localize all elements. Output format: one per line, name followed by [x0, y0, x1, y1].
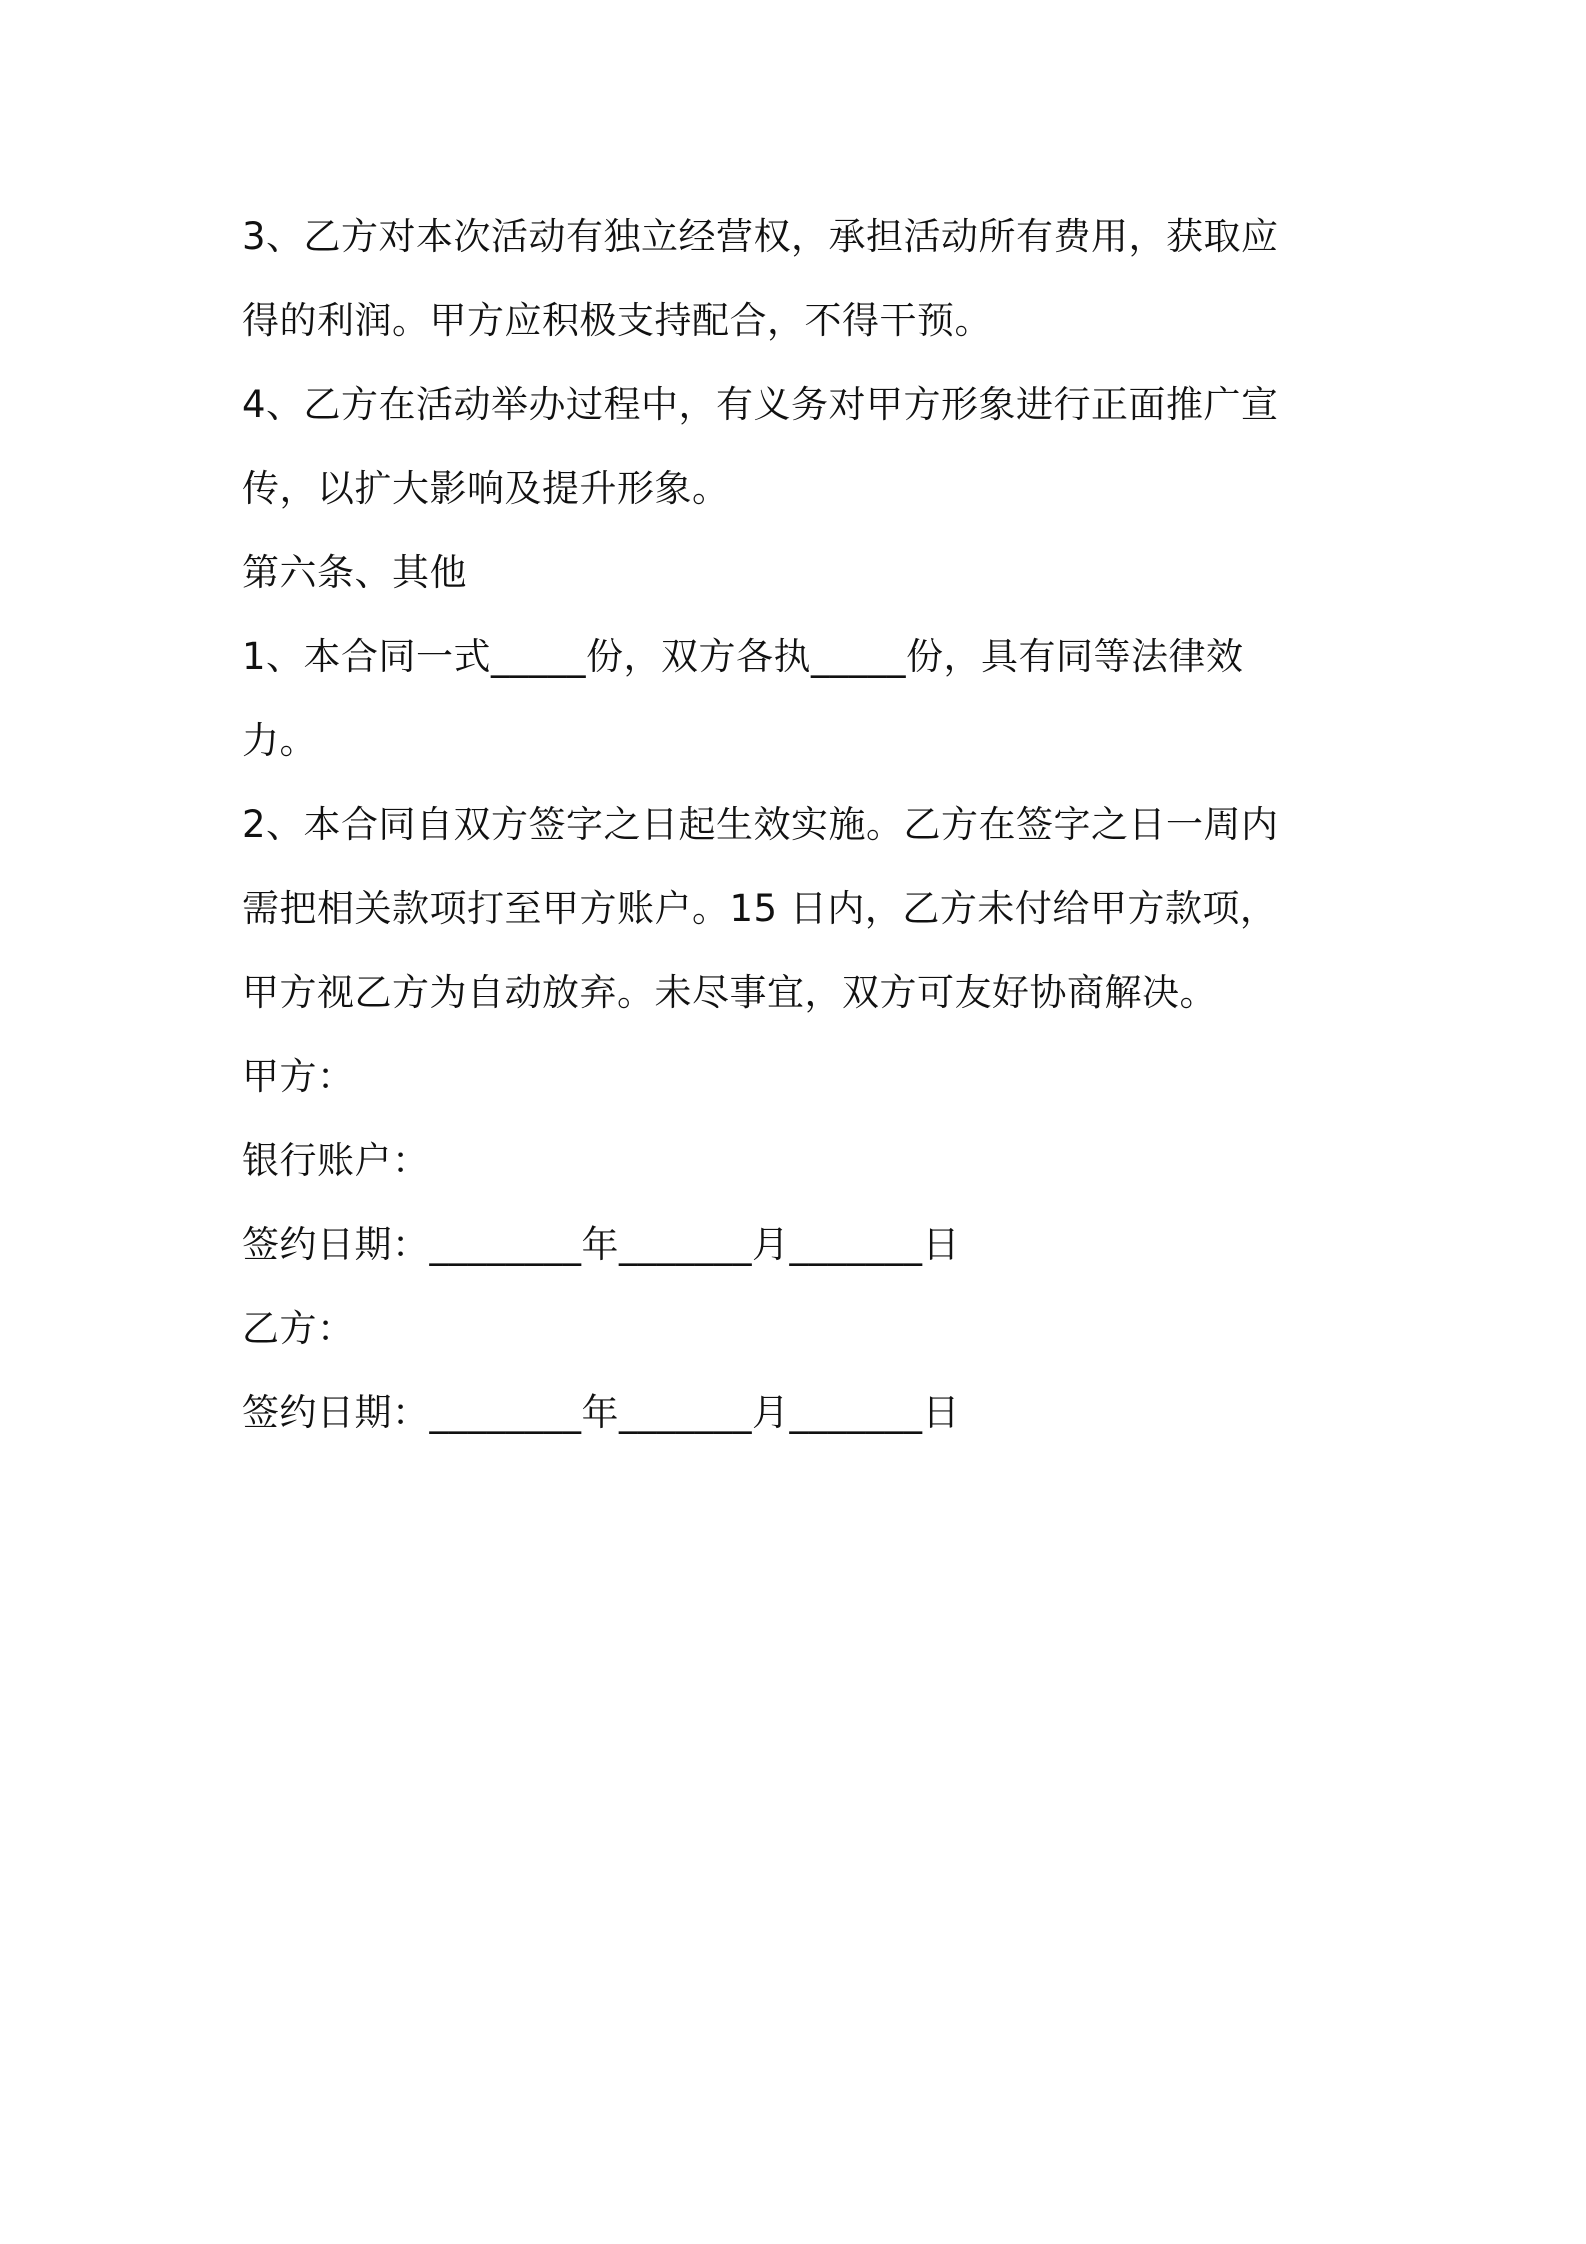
article-6-item-2-line-3: 甲方视乙方为自动放弃。未尽事宜，双方可友好协商解决。 — [242, 971, 1217, 1014]
article-6-item-1-line-1: 1、本合同一式_____份，双方各执_____份，具有同等法律效 — [242, 635, 1244, 678]
party-a-sign-date: 签约日期：________年_______月_______日 — [242, 1223, 960, 1266]
article-6-item-2-line-1: 2、本合同自双方签字之日起生效实施。乙方在签字之日一周内 — [242, 803, 1279, 846]
clause-4-line-2: 传，以扩大影响及提升形象。 — [242, 467, 730, 510]
party-b-sign-date: 签约日期：________年_______月_______日 — [242, 1391, 960, 1434]
bank-account-label: 银行账户： — [242, 1139, 430, 1182]
clause-3-line-2: 得的利润。甲方应积极支持配合，不得干预。 — [242, 299, 992, 342]
clause-3-line-1: 3、乙方对本次活动有独立经营权，承担活动所有费用，获取应 — [242, 215, 1279, 258]
article-6-heading: 第六条、其他 — [242, 551, 467, 594]
party-a-label: 甲方： — [242, 1055, 355, 1098]
party-b-label: 乙方： — [242, 1307, 355, 1350]
clause-4-line-1: 4、乙方在活动举办过程中，有义务对甲方形象进行正面推广宣 — [242, 383, 1279, 426]
article-6-item-1-line-2: 力。 — [242, 719, 317, 762]
article-6-item-2-line-2: 需把相关款项打至甲方账户。15 日内，乙方未付给甲方款项， — [242, 887, 1278, 930]
document-body — [242, 195, 1362, 1455]
